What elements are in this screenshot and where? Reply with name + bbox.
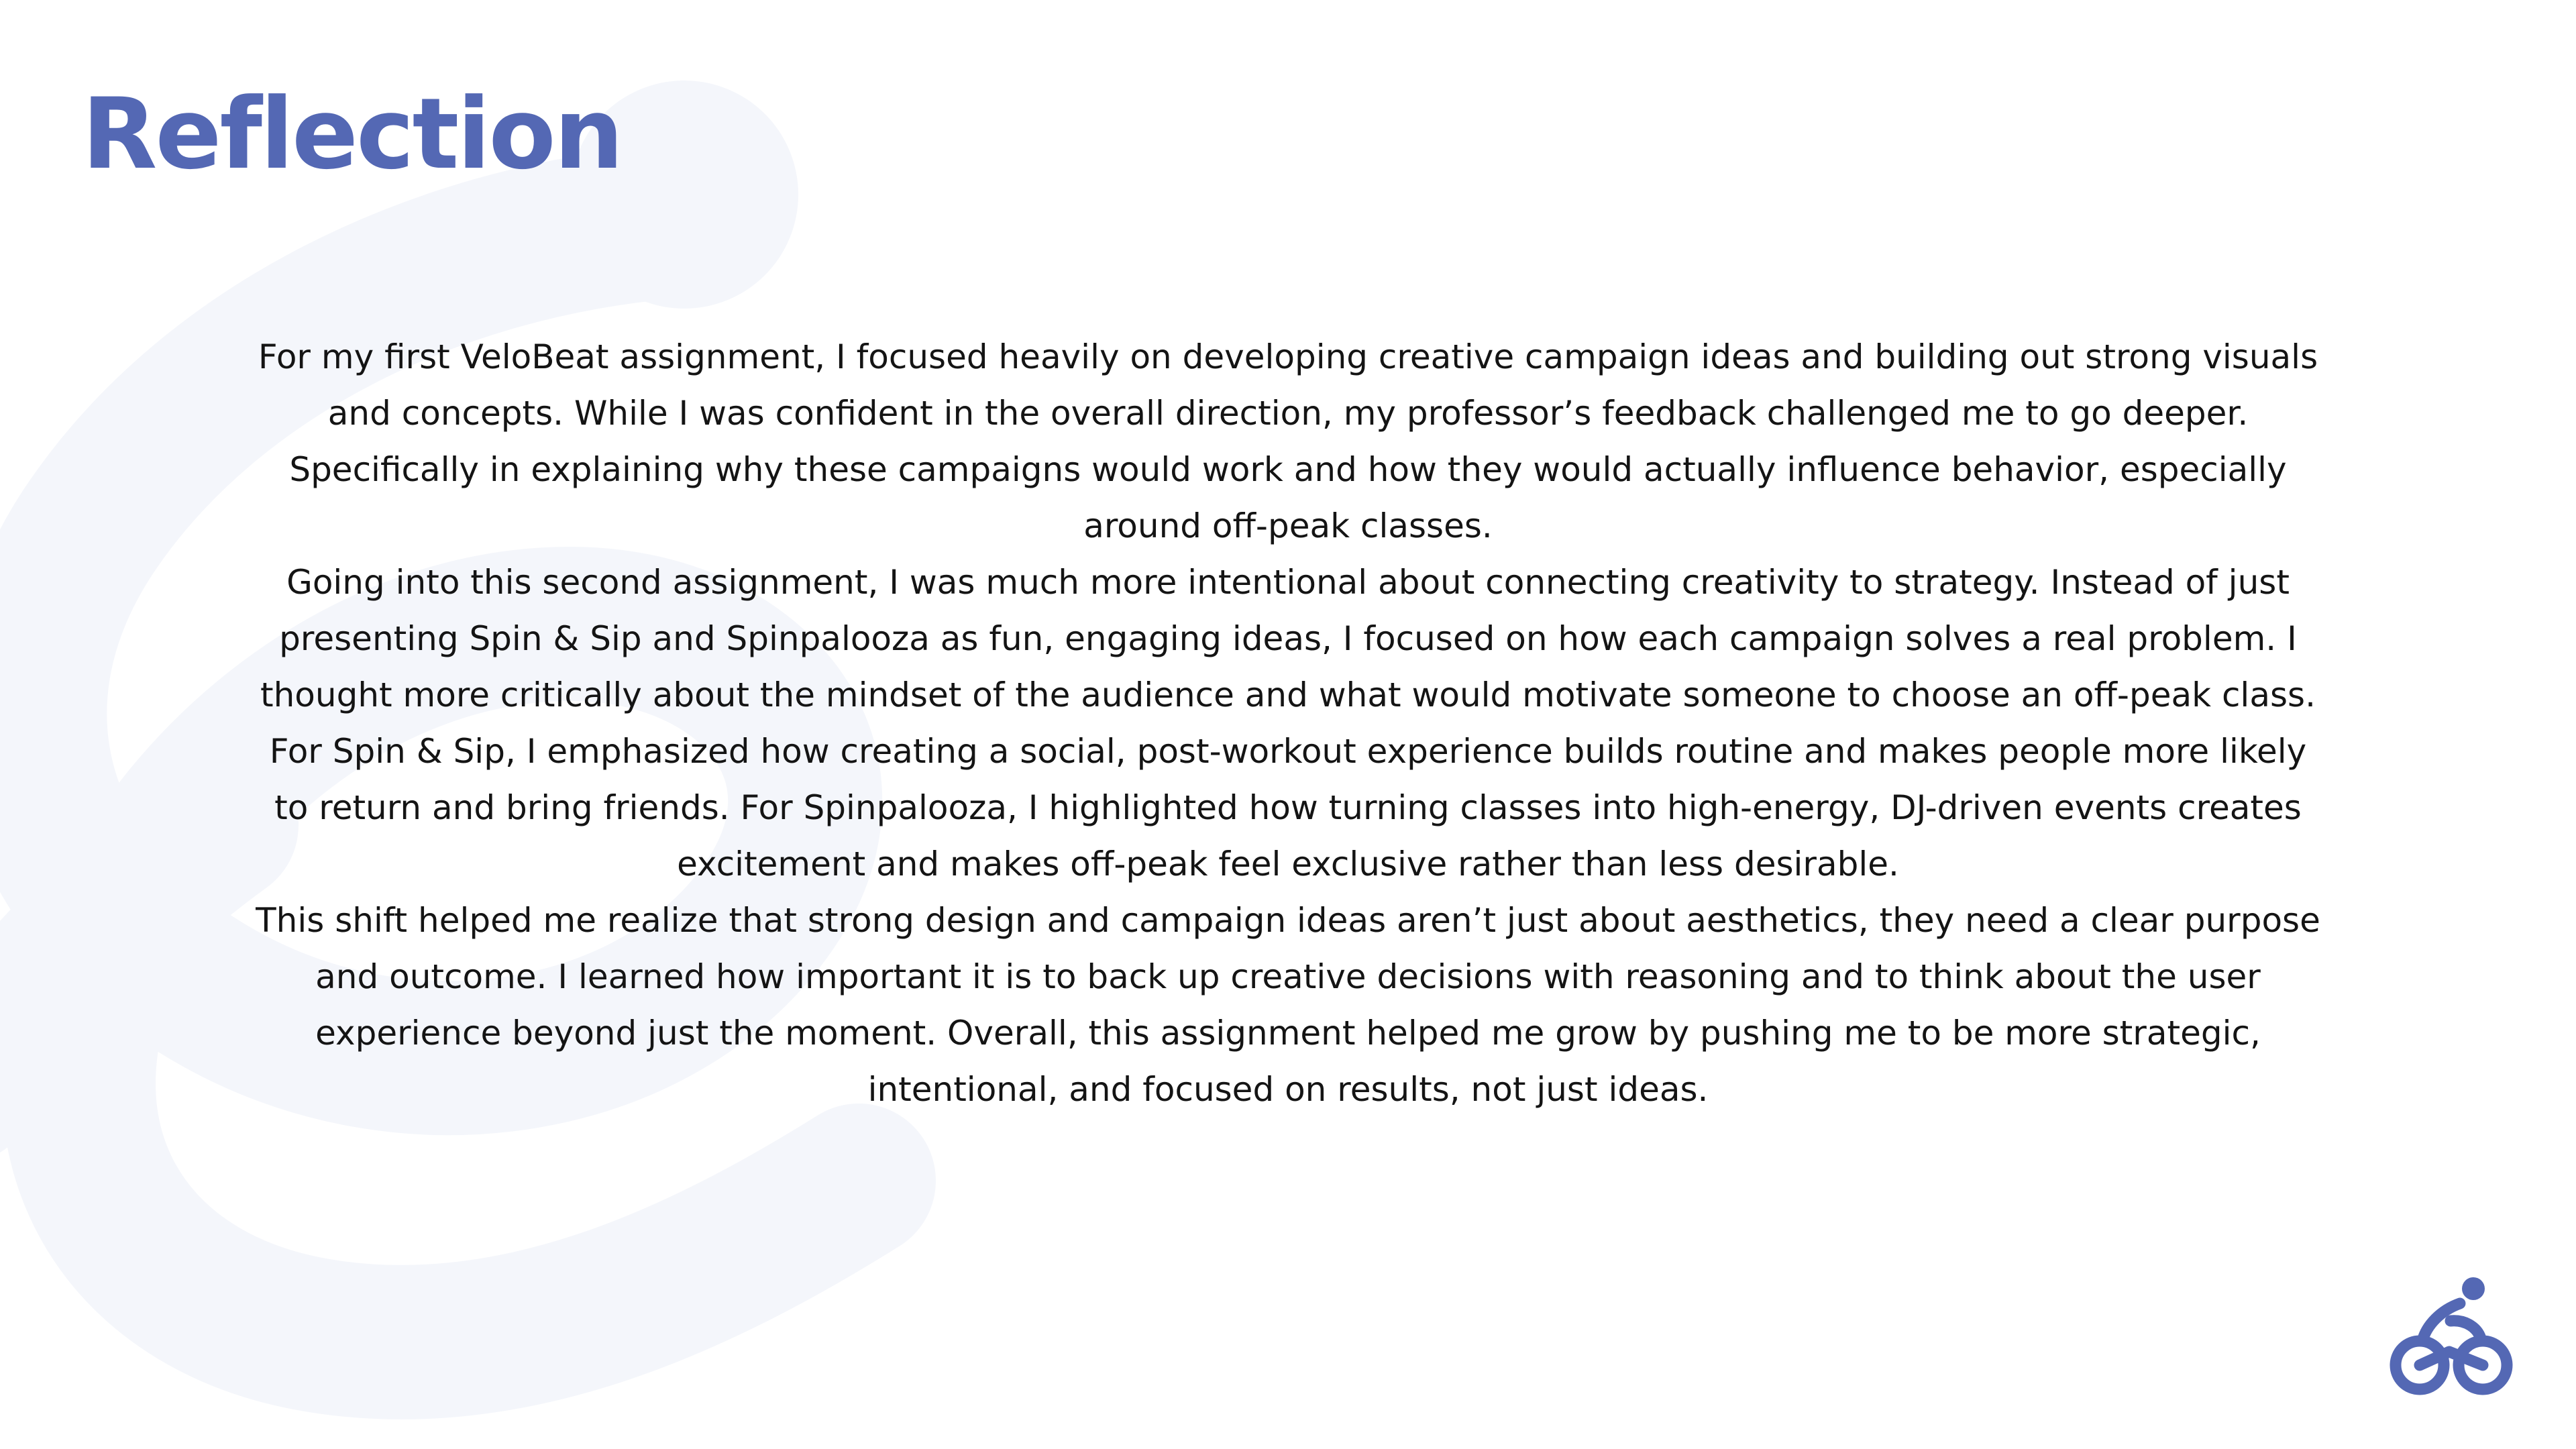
reflection-body xyxy=(255,329,2321,1118)
page-title: Reflection xyxy=(82,77,622,191)
cyclist-logo-icon xyxy=(2385,1271,2519,1395)
reflection-paragraph-2: Going into this second assignment, I was much more intentional about connecting creativity to strategy. Instead of just presenting Spin & Sip and Spinpalooza as fun, engaging ideas, I focused on how each campaign solves a real problem. I thought more critically about the mindset of the audience and what would motivate someone to choose an off-peak class. For Spin & Sip, I emphasized how creating a social, post-workout experience builds routine and makes people more likely to return and bring friends. For Spinpalooza, I highlighted how turning classes into high-energy, DJ-driven events creates excitement and makes off-peak feel exclusive rather than less desirable. xyxy=(260,563,2316,883)
reflection-paragraph-1: For my first VeloBeat assignment, I focused heavily on developing creative campaign ideas and building out strong visuals and concepts. While I was confident in the overall direction, my professor’s feedback challenged me to go deeper. Specifically in explaining why these campaigns would work and how they would actually influence behavior, especially around off-peak classes. xyxy=(258,337,2318,545)
reflection-paragraph-3: This shift helped me realize that strong design and campaign ideas aren’t just about aesthetics, they need a clear purpose and outcome. I learned how important it is to back up creative decisions with reasoning and to think about the user experience beyond just the moment. Overall, this assignment helped me grow by pushing me to be more strategic, intentional, and focused on results, not just ideas. xyxy=(256,901,2320,1109)
